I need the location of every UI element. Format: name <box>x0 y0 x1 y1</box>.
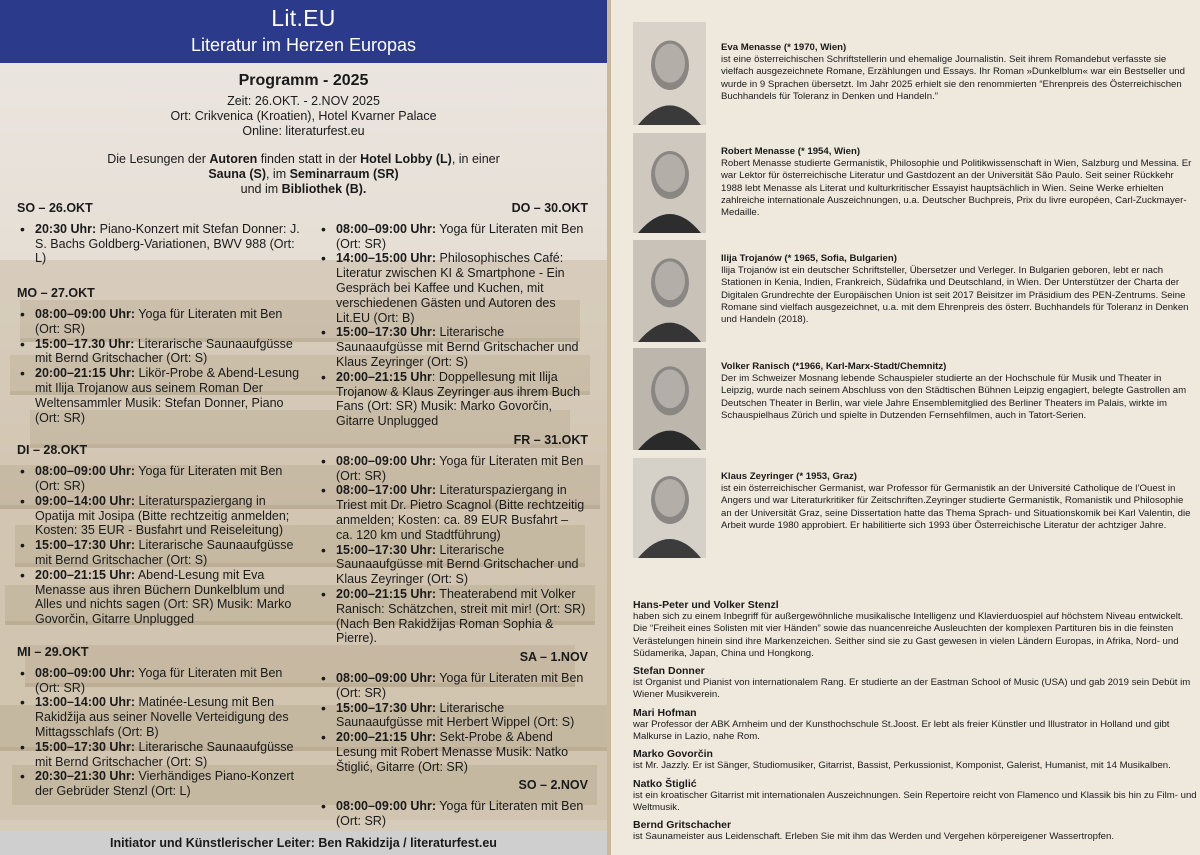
event-item <box>17 464 302 494</box>
event-description: Yoga für Literaten mit Ben (Ort: SR) <box>336 453 584 483</box>
event-time: 20:00–21:15 Uhr <box>336 369 432 384</box>
venue-library: Bibliothek (B). <box>281 182 367 196</box>
artist-entry <box>633 778 1198 815</box>
event-item <box>17 307 302 337</box>
event-item <box>17 337 302 367</box>
artist-description: haben sich zu einem Inbegriff für außergewöhnliche musikalische Intelligenz und Klavierduospiel auf höchstem Niveau entwickelt. Die “Freiheit eines Solisten mit vier Händen” sowie das nuancenreiche Ausleuchten der komplexen Partituren bis in die feinsten Verästelungen hinein sind ihre Markenzeichen. Seither sind sie zu Gast gewesen in vielen Ländern Europas, in Afrika, Nord- und Südamerika, Japan, China und Hongkong. <box>633 611 1184 659</box>
event-time: 15:00–17:30 Uhr: <box>336 542 437 557</box>
event-description: Likör-Probe & Abend-Lesung mit Ilija Trojanow aus seinem Roman Der Weltensammler Musik: Stefan Donner, Piano (Ort: SR) <box>35 366 300 425</box>
event-item <box>318 454 588 484</box>
event-item <box>17 366 302 425</box>
intro-text: und im <box>240 182 282 196</box>
event-item <box>318 483 588 542</box>
artist-description: ist Organist und Pianist von internationalem Rang. Er studierte an der Eastman School of Music (USA) und gab 2019 sein Debüt im Wiener Musikverein. <box>633 677 1191 701</box>
event-item <box>17 695 302 739</box>
event-description: Vierhändiges Piano-Konzert der Gebrüder Stenzl (Ort: L) <box>35 769 294 799</box>
program-dates: Zeit: 26.OKT. - 2.NOV 2025 <box>227 94 380 108</box>
event-time: 08:00–09:00 Uhr: <box>336 221 437 236</box>
author-description: Ilija Trojanów ist ein deutscher Schriftsteller, Übersetzer und Verleger. In Bulgarien geboren, lebt er nach Stationen in Kenia, Indien, Frankreich, Südafrika und Deutschland, in Wien. Der Unterstützer der Charta der Digitalen Grundrechte der Europäischen Union ist seit 2017 Beisitzer im Präsidium des PEN-Zentrums. Seine Romane sind vielfach ausgezeichnet, u.a. mit dem Ehrenpreis des österr. Buchhandels für Toleranz in Denken und Handeln (2018). <box>721 265 1189 326</box>
intro-text: , im <box>265 167 290 181</box>
event-time: 08:00–09:00 Uhr: <box>336 799 437 814</box>
venue-lobby: Hotel Lobby (L) <box>360 152 452 166</box>
event-description: Literarische Saunaaufgüsse mit Bernd Gritschacher (Ort: S) <box>35 336 293 366</box>
author-bio-text <box>721 146 1196 219</box>
artist-description: ist Mr. Jazzly. Er ist Sänger, Studiomusiker, Gitarrist, Bassist, Perkussionist, Komponist, Galerist, Humanist, mit 14 Musikalben. <box>633 760 1171 772</box>
intro-bold: Autoren <box>209 152 258 166</box>
program-title: Programm - 2025 <box>238 72 369 89</box>
day-heading: MI – 29.OKT <box>17 644 89 659</box>
intro-text: finden statt in der <box>257 152 361 166</box>
author-description: Robert Menasse studierte Germanistik, Philosophie und Politikwissenschaft in Wien, Salzburg und Messina. Er war Lektor für österreichische Literatur und Gastdozent an der Universität São Paulo. Seit seiner Rückkehr 1988 lebt Menasse als Literat und kulturkritischer Essayist hauptsächlich in Wien. Seine Werke erhielten zahlreiche internationale Auszeichnungen, u.a. Deutscher Buchpreis, Prix du livre européen, Carl-Zuckmayer-Medaille. <box>721 158 1192 219</box>
artist-name: Bernd Gritschacher <box>633 819 732 832</box>
author-bio-text <box>721 471 1196 532</box>
artist-bios <box>633 599 1198 849</box>
event-time: 08:00–09:00 Uhr: <box>336 670 437 685</box>
author-bio-text <box>721 42 1196 103</box>
author-name: Robert Menasse (* 1954, Wien) <box>721 146 861 157</box>
event-time: 08:00–17:00 Uhr: <box>336 483 437 498</box>
event-description: : Doppellesung mit Ilija Trojanow & Klaus Zeyringer aus ihrem Buch Fans (Ort: SR) Musik: Marko Govorčin, Gitarre Unplugged <box>336 369 581 429</box>
event-description: Philosophisches Café: Literatur zwischen KI & Smartphone - Ein Gespräch bei Kaffee und Kuchen, mit verschiedenen Gästen und Autoren des Lit.EU (Ort: B) <box>336 251 565 325</box>
event-item <box>318 799 588 829</box>
event-time: 15:00–17.30 Uhr: <box>35 336 135 351</box>
day-heading: SO – 2.NOV <box>518 778 588 793</box>
artist-name: Marko Govorčin <box>633 748 713 761</box>
artist-description: ist Saunameister aus Leidenschaft. Erleben Sie mit ihm das Werden und Vergehen körpereigener Wassertropfen. <box>633 831 1115 843</box>
event-item <box>17 769 302 799</box>
event-description: Yoga für Literaten mit Ben (Ort: SR) <box>35 464 283 493</box>
event-item <box>17 222 302 266</box>
event-time: 09:00–14:00 Uhr: <box>35 493 136 508</box>
event-time: 15:00–17:30 Uhr: <box>336 700 437 715</box>
venue-sauna: Sauna (S) <box>208 167 266 181</box>
event-description: Literarische Saunaaufgüsse mit Bernd Gritschacher (Ort: S) <box>35 538 294 567</box>
artist-name: Stefan Donner <box>633 665 705 678</box>
event-item <box>17 494 302 538</box>
schedule-column-right <box>318 201 588 829</box>
intro-text: , in einer <box>451 152 500 166</box>
event-time: 20:30–21:30 Uhr: <box>35 769 136 784</box>
day-heading: SA – 1.NOV <box>519 650 588 665</box>
event-item <box>318 251 588 325</box>
event-time: 08:00–09:00 Uhr: <box>35 665 136 680</box>
event-description: Piano-Konzert mit Stefan Donner: J. S. Bachs Goldberg-Variationen, BWV 988 (Ort: L) <box>35 221 300 266</box>
event-description: Literaturspaziergang in Triest mit Dr. Pietro Scagnol (Bitte rechtzeitig anmelden; Kosten: ca. 89 EUR Busfahrt – ca. 120 km und Stadtführung) <box>336 483 585 542</box>
program-online: Online: literaturfest.eu <box>242 124 365 138</box>
event-item <box>17 740 302 770</box>
event-description: Literaturspaziergang in Opatija mit Josipa (Bitte rechtzeitig anmelden; Kosten: 35 EUR - Busfahrt und Reiseleitung) <box>35 493 290 538</box>
event-description: Literarische Saunaaufgüsse mit Herbert Wippel (Ort: S) <box>336 700 575 730</box>
event-item <box>318 587 588 646</box>
event-description: Literarische Saunaaufgüsse mit Bernd Gritschacher und Klaus Zeyringer (Ort: S) <box>336 325 579 369</box>
artist-name: Natko Štiglić <box>633 777 697 790</box>
header-banner <box>0 0 607 63</box>
venue-seminar: Seminarraum (SR) <box>289 167 399 181</box>
artist-entry <box>633 819 1198 843</box>
program-meta <box>0 94 607 139</box>
day-heading: FR – 31.OKT <box>513 432 588 447</box>
event-time: 08:00–09:00 Uhr: <box>336 453 437 468</box>
event-time: 15:00–17:30 Uhr: <box>336 325 437 340</box>
author-bio-text <box>721 361 1196 422</box>
artist-entry <box>633 748 1198 772</box>
day-heading: DO – 30.OKT <box>511 201 588 215</box>
artist-entry <box>633 707 1198 744</box>
event-description: Yoga für Literaten mit Ben (Ort: SR) <box>336 799 584 829</box>
site-title: Lit.EU <box>271 5 336 31</box>
event-item <box>17 666 302 696</box>
author-portrait-photo <box>633 458 706 558</box>
event-item <box>318 325 588 369</box>
event-item <box>318 222 588 252</box>
author-name: Ilija Trojanów (* 1965, Sofia, Bulgarien) <box>721 253 897 264</box>
event-item <box>17 568 302 627</box>
event-time: 20:00–21:15 Uhr: <box>336 730 437 745</box>
program-place: Ort: Crikvenica (Kroatien), Hotel Kvarner Palace <box>170 109 437 123</box>
artist-name: Mari Hofman <box>633 706 697 719</box>
event-description: Sekt-Probe & Abend Lesung mit Robert Menasse Musik: Natko Štiglić, Gitarre (Ort: SR) <box>336 730 569 774</box>
author-portrait-photo <box>633 22 706 125</box>
event-time: 20:00–21:15 Uhr: <box>336 586 437 601</box>
event-item <box>318 671 588 701</box>
event-time: 20:30 Uhr: <box>35 221 97 236</box>
day-heading: SO – 26.OKT <box>17 201 93 215</box>
event-item <box>318 730 588 774</box>
event-description: Abend-Lesung mit Eva Menasse aus ihren Büchern Dunkelblum und Alles und nichts sagen (Ort: SR) Musik: Marko Govorčin, Gitarre Unplugged <box>35 567 292 627</box>
event-description: Yoga für Literaten mit Ben (Ort: SR) <box>336 670 584 700</box>
author-name: Klaus Zeyringer (* 1953, Graz) <box>721 471 857 482</box>
event-time: 08:00–09:00 Uhr: <box>35 464 136 479</box>
day-heading: MO – 27.OKT <box>17 286 95 301</box>
event-item <box>17 538 302 568</box>
footer-credit: Initiator und Künstlerischer Leiter: Ben Rakidzija / literaturfest.eu <box>0 831 607 855</box>
event-item <box>318 701 588 731</box>
author-name: Volker Ranisch (*1966, Karl-Marx-Stadt/Chemnitz) <box>721 361 947 372</box>
event-time: 14:00–15:00 Uhr: <box>336 251 437 266</box>
event-description: Literarische Saunaaufgüsse mit Bernd Gritschacher (Ort: S) <box>35 739 294 769</box>
day-heading: DI – 28.OKT <box>17 443 88 458</box>
event-item <box>318 543 588 587</box>
artist-description: ist ein kroatischer Gitarrist mit internationalen Auszeichnungen. Sein Repertoire reicht von Flamenco und Klassik bis hin zu Film- und Weltmusik. <box>633 789 1197 814</box>
artist-description: war Professor der ABK Arnheim und der Kunsthochschule St.Joost. Er lebt als freier Künstler und Illustrator in Holland und gibt Malkurse in Lazio, nahe Rom. <box>633 718 1170 743</box>
event-time: 20:00–21:15 Uhr: <box>35 366 136 381</box>
venue-intro <box>0 152 607 197</box>
event-time: 15:00–17:30 Uhr: <box>35 538 136 553</box>
site-subtitle: Literatur im Herzen Europas <box>190 35 417 55</box>
author-description: ist eine österreichischen Schriftstellerin und ehemalige Journalistin. Seit ihrem Romandebut verfasste sie vielfach ausgezeichnete Romane, Erzählungen und Essays. Ihr Roman »Dunkelblum« war ein Bestseller und wurde in 9 Sprachen übersetzt. Im Jahr 2025 erhielt sie den renommierten “Ehrenpreis des Österreichischen Buchhandels für Toleranz in Denken und Handeln.” <box>721 54 1185 102</box>
event-description: Matinée-Lesung mit Ben Rakidžija aus seiner Novelle Verteidigung des Mittagsschlafs (Ort: B) <box>35 695 289 739</box>
artist-entry <box>633 599 1198 660</box>
event-description: Yoga für Literaten mit Ben (Ort: SR) <box>35 665 283 695</box>
event-time: 13:00–14:00 Uhr: <box>35 695 136 710</box>
event-description: Yoga für Literaten mit Ben (Ort: SR) <box>336 221 584 251</box>
event-description: Yoga für Literaten mit Ben (Ort: SR) <box>35 306 283 336</box>
event-time: 20:00–21:15 Uhr: <box>35 567 136 582</box>
event-time: 15:00–17:30 Uhr: <box>35 739 136 754</box>
author-portrait-photo <box>633 240 706 342</box>
intro-text: Die Lesungen der <box>107 152 210 166</box>
author-portrait-photo <box>633 133 706 233</box>
event-description: Literarische Saunaaufgüsse mit Bernd Gritschacher und Klaus Zeyringer (Ort: S) <box>336 542 579 587</box>
event-time: 08:00–09:00 Uhr: <box>35 306 136 321</box>
program-header <box>0 63 607 197</box>
event-item <box>318 370 588 429</box>
artist-name: Hans-Peter und Volker Stenzl <box>633 599 779 611</box>
author-bio-text <box>721 253 1196 326</box>
author-portrait-photo <box>633 348 706 450</box>
bios-panel <box>607 0 1200 855</box>
artist-entry <box>633 665 1198 702</box>
author-name: Eva Menasse (* 1970, Wien) <box>721 42 847 53</box>
event-description: Theaterabend mit Volker Ranisch: Schätzchen, streit mit mir! (Ort: SR) (Nach Ben Rakidžijas Roman Sophia & Pierre). <box>336 586 586 646</box>
author-description: ist ein österreichischer Germanist, war Professor für Germanistik an der Université Catholique de l’Ouest in Angers und war Literaturkritiker für Zeitschriften.Zeyringer studierte Germanistik, Romanistik und Philosophie an der Universität Graz, seine Dissertation hatte das Thema Sprach- und Situationskomik bei Karl Valentin, die Arbeit wurde 1980 approbiert. Er habilitierte sich 1993 über Österreichische Literatur der achtziger Jahre. <box>721 483 1191 531</box>
author-description: Der im Schweizer Mosnang lebende Schauspieler studierte an der Hochschule für Musik und Theater in Leipzig, wurde nach seinem Abschluss von den Städtischen Bühnen Leipzig engagiert, belegte Gastrollen am Deutschen Theater in Berlin, war viele Jahre Ensemblemitglied des Berliner Theaters im Palais, wirkte im Schauspielhaus Zürich und spielte in Dutzenden Fernsehfilmen, auch in Tatort-Serien. <box>721 373 1187 421</box>
schedule-column-left <box>17 201 302 799</box>
